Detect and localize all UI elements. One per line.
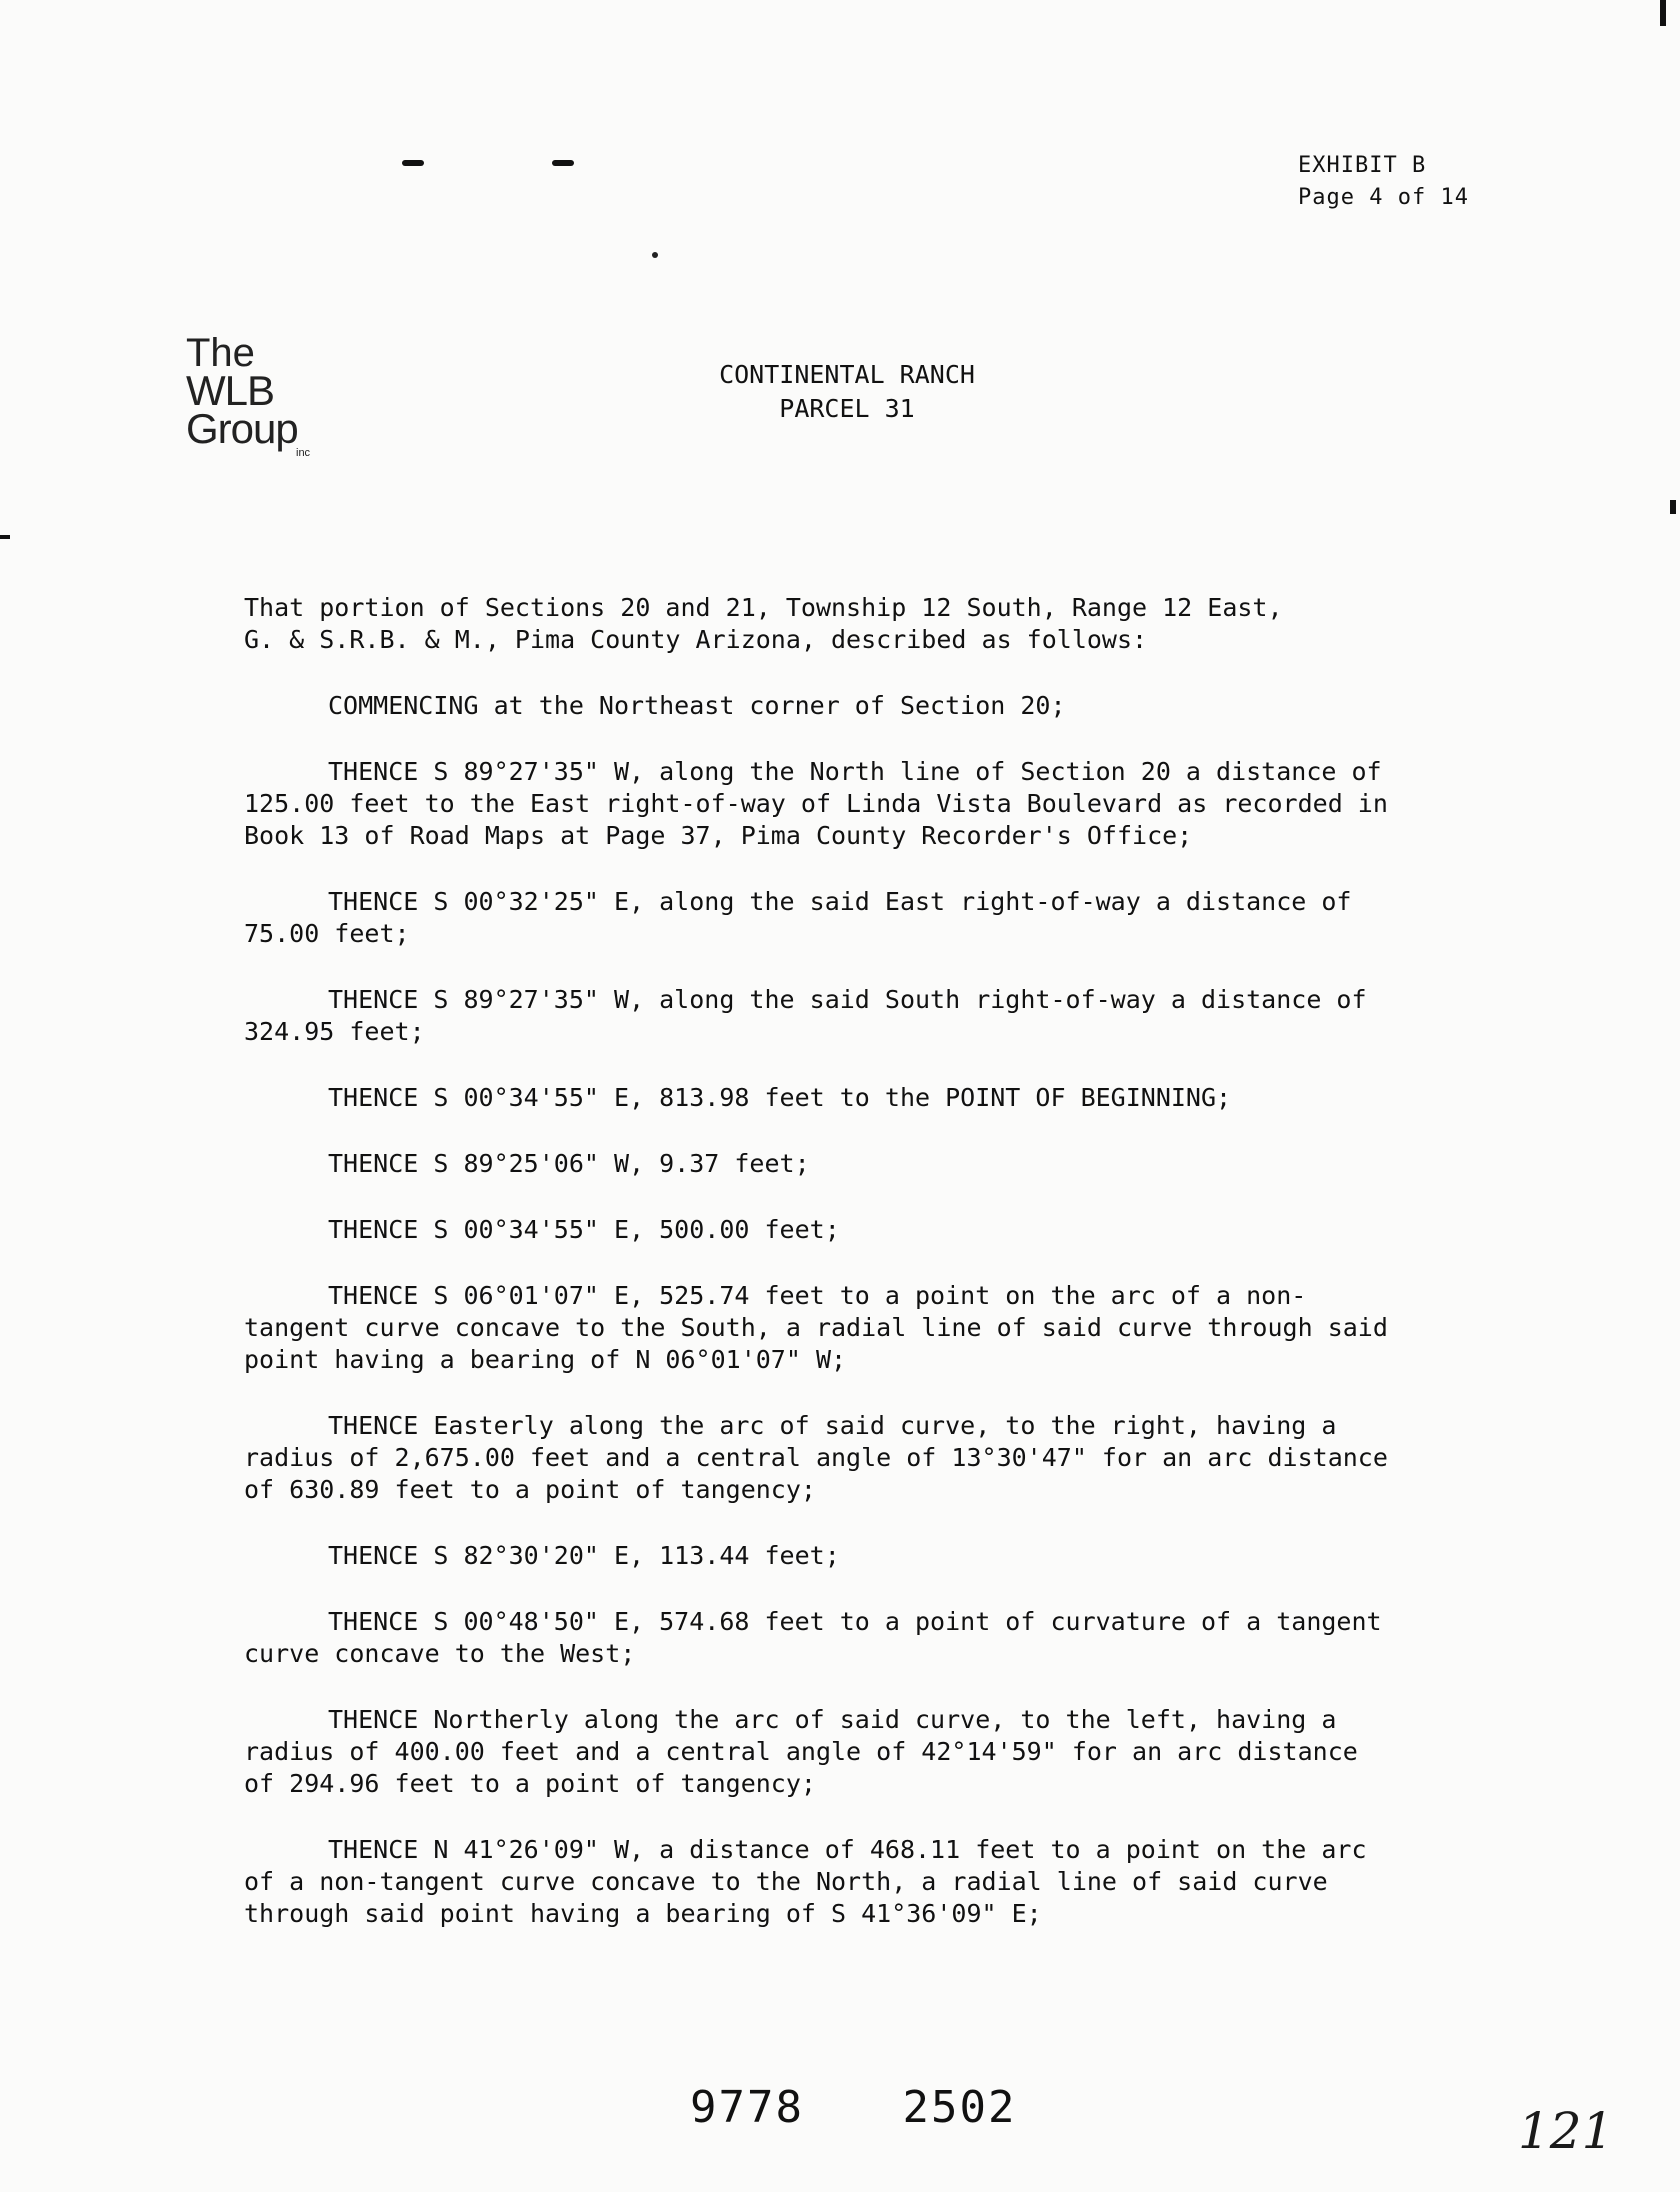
scan-mark — [402, 160, 424, 166]
paragraph-line: THENCE Easterly along the arc of said curve, to the right, having a — [328, 1411, 1337, 1440]
paragraph-line: Book 13 of Road Maps at Page 37, Pima County Recorder's Office; — [244, 821, 1193, 850]
paragraph-line: THENCE S 89°27'35" W, along the North line of Section 20 a distance of — [328, 757, 1382, 786]
paragraph-line: COMMENCING at the Northeast corner of Section 20; — [328, 691, 1066, 720]
scan-edge — [1660, 0, 1666, 26]
paragraph-line: THENCE S 06°01'07" E, 525.74 feet to a point on the arc of a non- — [328, 1281, 1307, 1310]
document-title — [0, 358, 1680, 426]
exhibit-label: EXHIBIT B — [1298, 153, 1427, 178]
logo-line-group: Group — [186, 405, 298, 452]
scan-edge — [0, 535, 10, 539]
paragraph-line: tangent curve concave to the South, a radial line of said curve through said — [244, 1313, 1388, 1342]
paragraph-line: 75.00 feet; — [244, 919, 410, 948]
page-number: Page 4 of 14 — [1298, 185, 1469, 210]
paragraph — [244, 1704, 1504, 1800]
paragraph-line: THENCE S 82°30'20" E, 113.44 feet; — [328, 1541, 840, 1570]
paragraph — [244, 756, 1504, 852]
paragraph — [244, 886, 1504, 950]
scan-mark — [552, 160, 574, 166]
paragraph — [244, 1280, 1504, 1376]
paragraph-line: That portion of Sections 20 and 21, Township 12 South, Range 12 East, — [244, 593, 1283, 622]
paragraph-line: 324.95 feet; — [244, 1017, 425, 1046]
paragraph-line: curve concave to the West; — [244, 1639, 636, 1668]
paragraph — [244, 592, 1504, 656]
paragraph-line: point having a bearing of N 06°01'07" W; — [244, 1345, 847, 1374]
scan-speck — [652, 252, 658, 258]
logo-suffix: inc — [296, 447, 311, 459]
paragraph-line: THENCE S 00°34'55" E, 500.00 feet; — [328, 1215, 840, 1244]
handwritten-page-number: 121 — [1518, 2102, 1614, 2160]
paragraph — [244, 1540, 1504, 1572]
paragraph-line: 125.00 feet to the East right-of-way of Linda Vista Boulevard as recorded in — [244, 789, 1388, 818]
paragraph-line: THENCE Northerly along the arc of said curve, to the left, having a — [328, 1705, 1337, 1734]
footer-numbers — [690, 2082, 1086, 2133]
paragraph-line: of a non-tangent curve concave to the North, a radial line of said curve — [244, 1867, 1328, 1896]
paragraph — [244, 1082, 1504, 1114]
paragraph — [244, 1214, 1504, 1246]
legal-description — [244, 592, 1504, 1964]
paragraph — [244, 1834, 1504, 1930]
paragraph-line: THENCE S 00°32'25" E, along the said East right-of-way a distance of — [328, 887, 1352, 916]
paragraph-line: G. & S.R.B. & M., Pima County Arizona, described as follows: — [244, 625, 1148, 654]
paragraph-line: THENCE S 00°34'55" E, 813.98 feet to the POINT OF BEGINNING; — [328, 1083, 1232, 1112]
paragraph — [244, 690, 1504, 722]
paragraph — [244, 1410, 1504, 1506]
paragraph-line: THENCE S 89°25'06" W, 9.37 feet; — [328, 1149, 810, 1178]
logo-line-wlb: WLB — [186, 367, 275, 414]
logo-line-the: The — [186, 331, 255, 375]
paragraph-line: THENCE N 41°26'09" W, a distance of 468.11 feet to a point on the arc — [328, 1835, 1367, 1864]
paragraph — [244, 1606, 1504, 1670]
scan-edge — [1670, 500, 1676, 514]
paragraph-line: of 294.96 feet to a point of tangency; — [244, 1769, 816, 1798]
paragraph-line: THENCE S 89°27'35" W, along the said South right-of-way a distance of — [328, 985, 1367, 1014]
footer-number-1: 9778 — [690, 2082, 804, 2133]
paragraph-line: of 630.89 feet to a point of tangency; — [244, 1475, 816, 1504]
title-line-1: CONTINENTAL RANCH — [719, 360, 975, 389]
paragraph-line: radius of 2,675.00 feet and a central angle of 13°30'47" for an arc distance — [244, 1443, 1388, 1472]
footer-number-2: 2502 — [902, 2082, 1017, 2133]
exhibit-header — [1298, 150, 1469, 214]
title-line-2: PARCEL 31 — [779, 394, 915, 423]
paragraph-line: through said point having a bearing of S 41°36'09" E; — [244, 1899, 1042, 1928]
paragraph — [244, 1148, 1504, 1180]
paragraph — [244, 984, 1504, 1048]
paragraph-line: radius of 400.00 feet and a central angle of 42°14'59" for an arc distance — [244, 1737, 1358, 1766]
paragraph-line: THENCE S 00°48'50" E, 574.68 feet to a point of curvature of a tangent — [328, 1607, 1382, 1636]
